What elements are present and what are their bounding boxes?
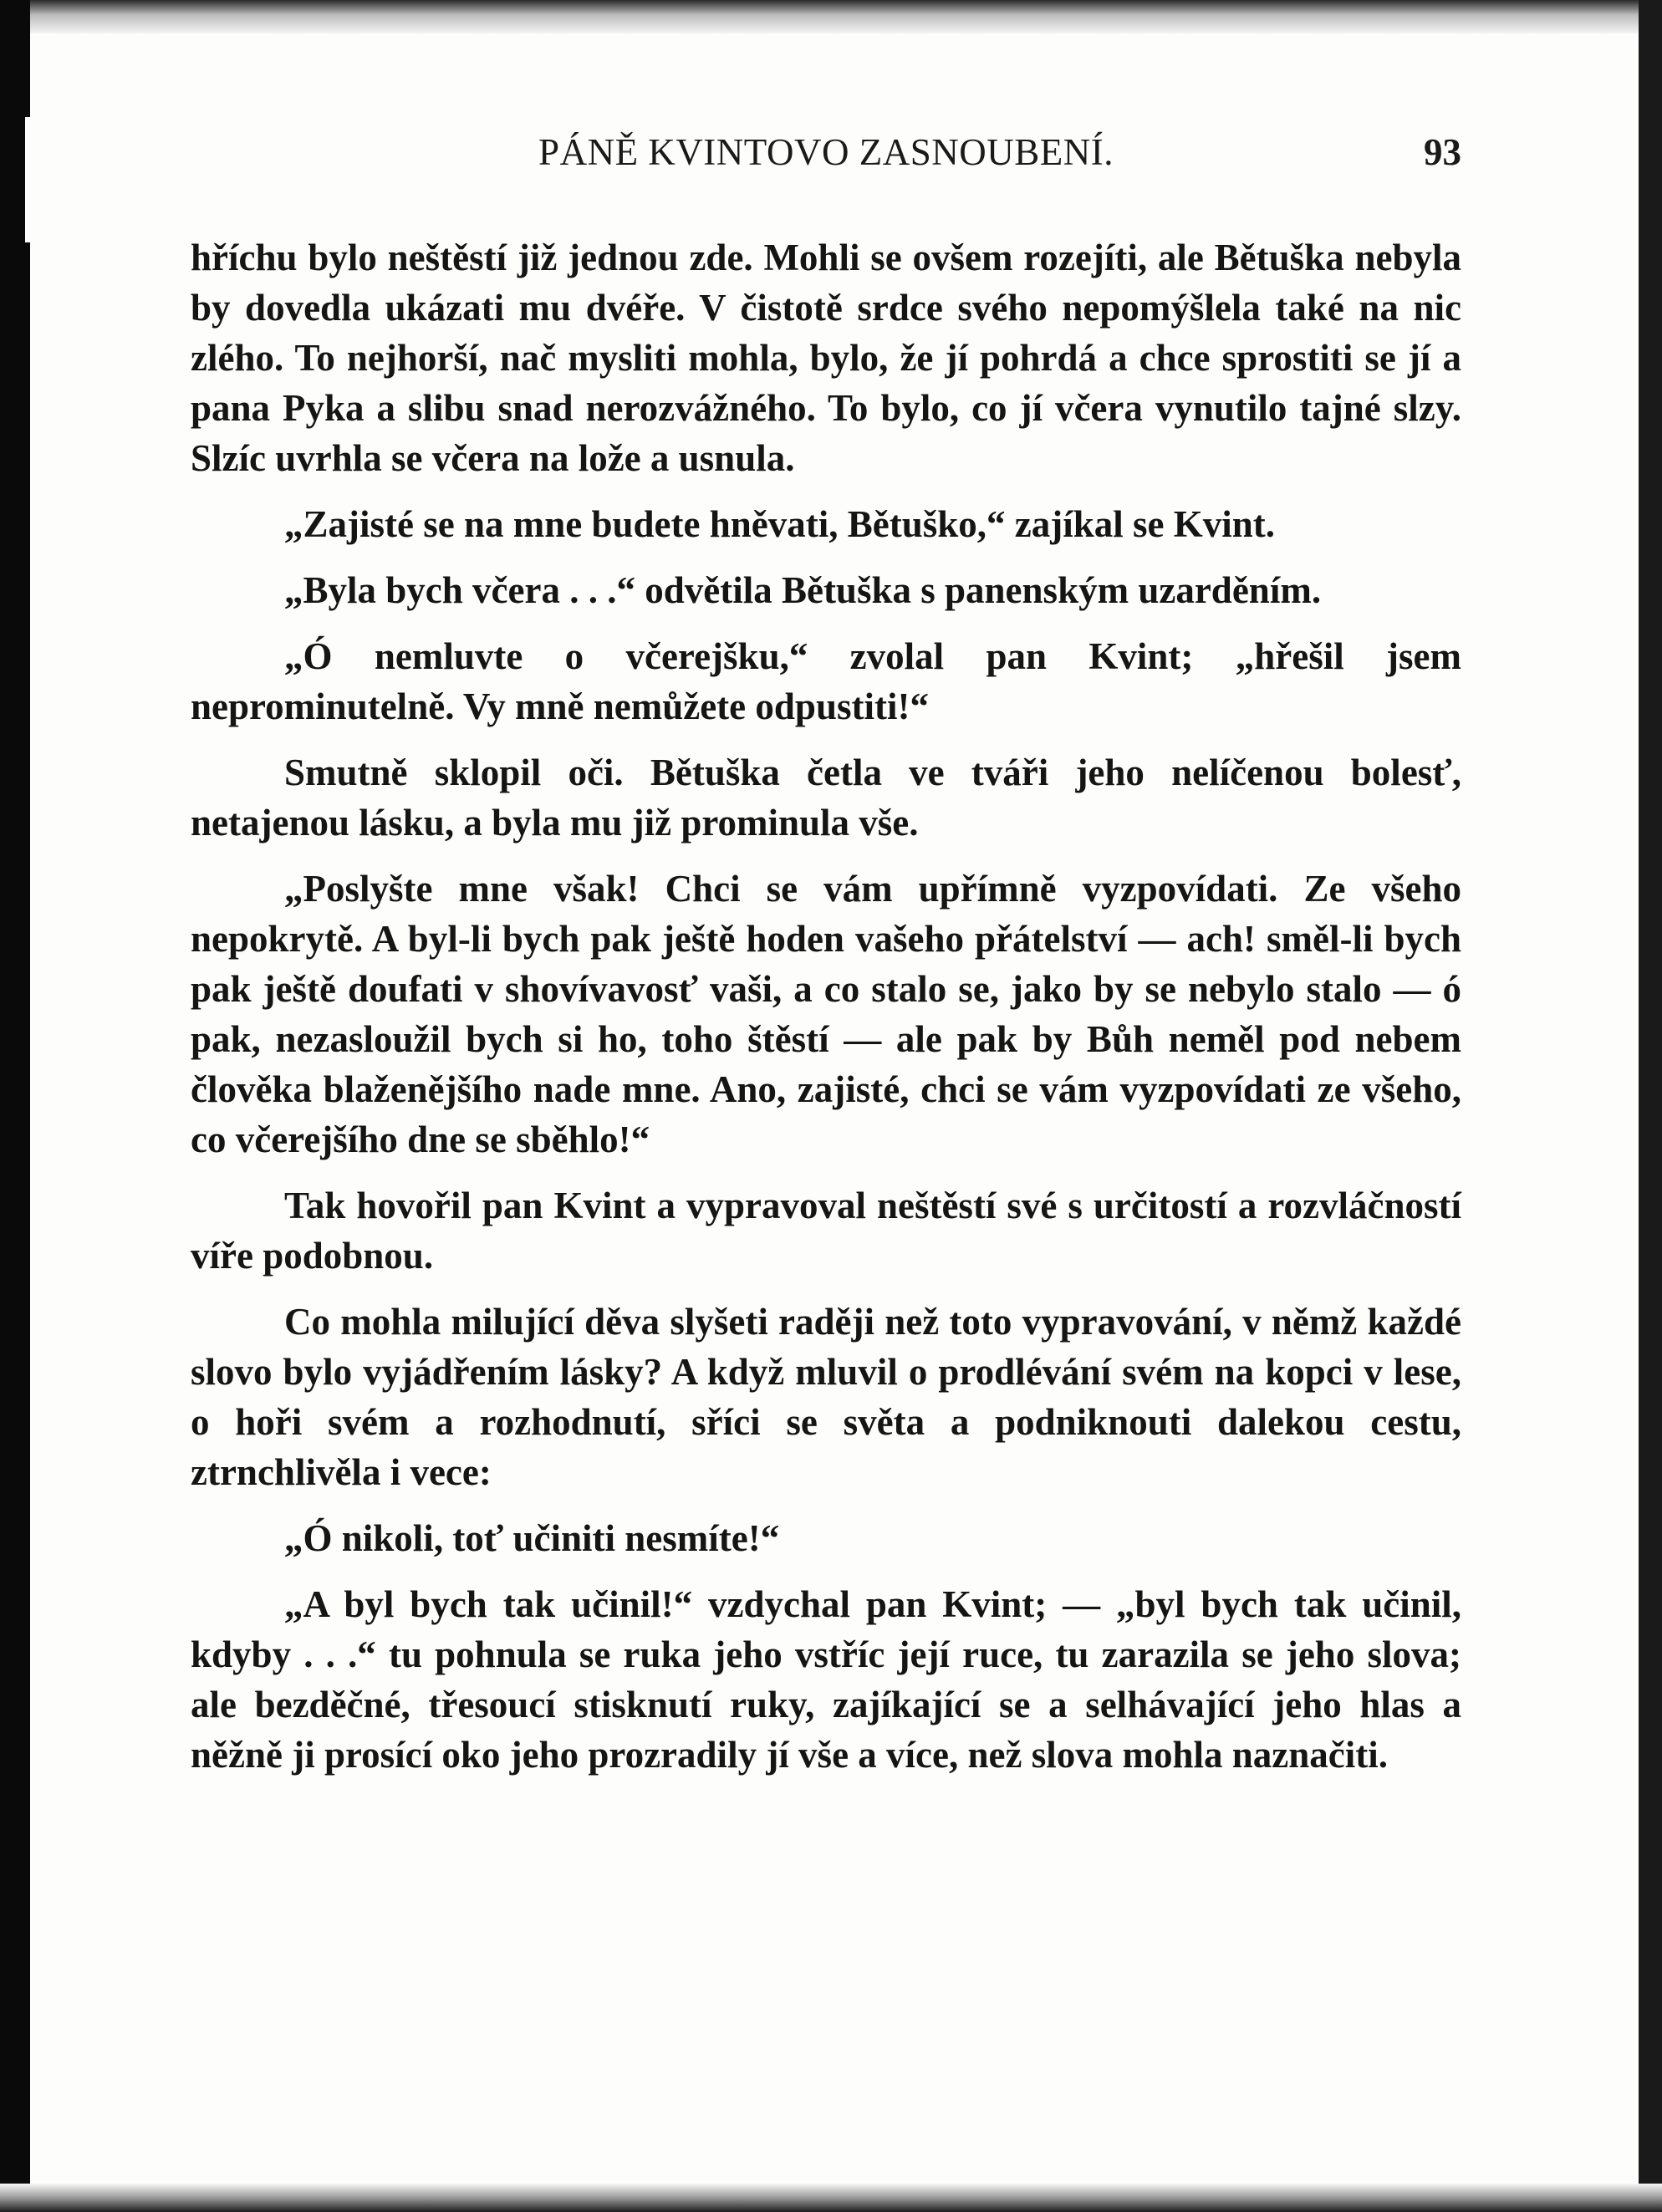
scan-border-bottom xyxy=(0,2184,1662,2212)
book-page xyxy=(191,125,1461,1780)
paragraph: „Ó nikoli, toť učiniti nesmíte!“ xyxy=(284,1517,780,1559)
scan-border-top xyxy=(0,0,1662,33)
running-title: PÁNĚ KVINTOVO ZASNOUBENÍ. xyxy=(538,131,1114,173)
scan-border-right xyxy=(1639,0,1662,2212)
paragraph: „Byla bych včera . . .“ odvětila Bětuška s panenským uzarděním. xyxy=(284,569,1322,611)
running-header xyxy=(191,125,1461,184)
paragraph: Smutně sklopil oči. Bětuška četla ve tváři jeho nelíčenou bolesť, netajenou lásku, a byla mu již prominula vše. xyxy=(191,752,1461,844)
page-number: 93 xyxy=(1424,131,1461,173)
body-text xyxy=(191,232,1461,1780)
paragraph: „Ó nemluvte o včerejšku,“ zvolal pan Kvint; „hřešil jsem neprominutelně. Vy mně nemůžete odpustiti!“ xyxy=(191,635,1461,727)
paragraph: Co mohla milující děva slyšeti raději než toto vypravování, v němž každé slovo bylo vyjádřením lásky? A když mluvil o prodlévání svém na kopci v lese, o hoři svém a rozhodnutí, sříci se světa a podniknouti dalekou cestu, ztrnchlivěla i vece: xyxy=(191,1301,1461,1493)
scan-border-left xyxy=(0,0,30,2212)
paragraph: „Zajisté se na mne budete hněvati, Bětuško,“ zajíkal se Kvint. xyxy=(284,503,1276,545)
paragraph-continued: hříchu bylo neštěstí již jednou zde. Mohli se ovšem rozejíti, ale Bětuška nebyla by dovedla ukázati mu dvéře. V čistotě srdce svého nepomýšlela také na nic zlého. To nejhorší, nač mysliti mohla, bylo, že jí pohrdá a chce sprostiti se jí a pana Pyka a slibu snad nerozvážného. To bylo, co jí včera vynutilo tajné slzy. Slzíc uvrhla se včera na lože a usnula. xyxy=(191,237,1461,479)
paragraph: Tak hovořil pan Kvint a vypravoval neštěstí své s určitostí a rozvláčností víře podobnou. xyxy=(191,1185,1461,1277)
paragraph: „Poslyšte mne však! Chci se vám upřímně vyzpovídati. Ze všeho nepokrytě. A byl-li bych pak ještě hoden vašeho přátelství — ach! směl-li bych pak ještě doufati v shovívavosť vaši, a co stalo se, jako by se nebylo stalo — ó pak, nezasloužil bych si ho, toho štěstí — ale pak by Bůh neměl pod nebem člověka blaženějšího nade mne. Ano, zajisté, chci se vám vyzpovídati ze všeho, co včerejšího dne se sběhlo!“ xyxy=(191,868,1461,1160)
paragraph: „A byl bych tak učinil!“ vzdychal pan Kvint; — „byl bych tak učinil, kdyby . . .“ tu pohnula se ruka jeho vstříc její ruce, tu zarazila se jeho slova; ale bezděčné, třesoucí stisknutí ruky, zajíkající se a selhávající jeho hlas a něžně ji prosící oko jeho prozradily jí vše a více, než slova mohla naznačiti. xyxy=(191,1583,1461,1776)
